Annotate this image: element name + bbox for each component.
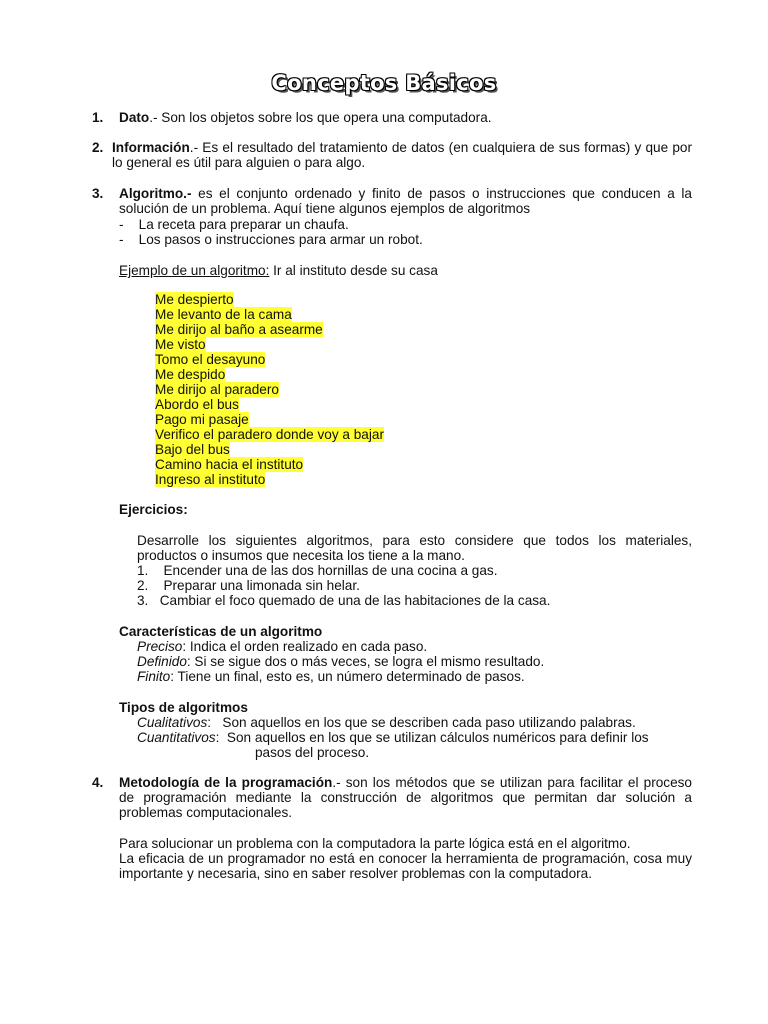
item-4-number: 4. (92, 775, 104, 790)
exercises-list (137, 563, 550, 608)
characteristics-heading: Características de un algoritmo (119, 624, 323, 639)
list-item: 1. Encender una de las dos hornillas de una cocina a gas. (137, 563, 498, 578)
item-1-definition: .- Son los objetos sobre los que opera una computadora. (149, 110, 492, 125)
list-item: 2. Preparar una limonada sin helar. (137, 578, 360, 593)
example-heading (119, 263, 438, 278)
list-item: Pago mi pasaje (155, 412, 249, 427)
list-item: Bajo del bus (155, 442, 230, 457)
item-4-definition: .- son los métodos que se utilizan para facilitar el proceso de programación mediante la construcción de algoritmos que permitan dar solución a problemas computacionales. (119, 775, 692, 820)
page-title: Conceptos Básicos (271, 71, 497, 95)
list-item: Camino hacia el instituto (155, 457, 304, 472)
item-2-definition: .- Es el resultado del tratamiento de datos (en cualquiera de sus formas) y que por lo general es útil para alguien o para algo. (112, 140, 692, 170)
types-list (137, 715, 692, 760)
example-steps (155, 292, 384, 487)
list-item: Me dirijo al baño a asearme (155, 322, 323, 337)
item-4-paragraph-2: La eficacia de un programador no está en conocer la herramienta de programación, cosa muy importante y necesaria, sino en saber resolver problemas con la computadora. (119, 851, 692, 881)
list-item: - La receta para preparar un chaufa. (119, 217, 349, 232)
list-item: Me dirijo al paradero (155, 382, 279, 397)
list-item: 3. Cambiar el foco quemado de una de las habitaciones de la casa. (137, 593, 551, 608)
list-item: Abordo el bus (155, 397, 239, 412)
item-1-term: Dato (119, 110, 150, 125)
exercises-intro: Desarrolle los siguientes algoritmos, para esto considere que todos los materiales, productos o insumos que necesita los tiene a la mano. (137, 533, 692, 563)
list-item: Ingreso al instituto (155, 472, 266, 487)
item-1-number: 1. (92, 110, 104, 125)
list-item: Me levanto de la cama (155, 307, 292, 322)
item-3-bullets (119, 217, 423, 247)
list-item: Finito: Tiene un final, esto es, un número determinado de pasos. (137, 669, 525, 684)
item-4-text (119, 775, 692, 820)
list-item: Definido: Si se sigue dos o más veces, se logra el mismo resultado. (137, 654, 545, 669)
list-item: Me visto (155, 337, 206, 352)
list-item: Verifico el paradero donde voy a bajar (155, 427, 384, 442)
item-3-definition: es el conjunto ordenado y finito de pasos o instrucciones que conducen a la solución de un problema. Aquí tiene algunos ejemplos de algoritmos (119, 186, 692, 216)
item-1-text (119, 110, 692, 125)
list-item: Tomo el desayuno (155, 352, 266, 367)
item-3-text (119, 186, 692, 216)
item-3-term: Algoritmo.- (119, 186, 192, 201)
list-item: Me despido (155, 367, 226, 382)
characteristics-list (137, 639, 544, 684)
list-item: Me despierto (155, 292, 234, 307)
example-label: Ejemplo de un algoritmo: (119, 263, 270, 278)
list-item: Cuantitativos: Son aquellos en los que se utilizan cálculos numéricos para definir los (137, 730, 649, 745)
list-item: Preciso: Indica el orden realizado en cada paso. (137, 639, 428, 654)
item-2-term: Información (112, 140, 190, 155)
list-item: Cualitativos: Son aquellos en los que se describen cada paso utilizando palabras. (137, 715, 636, 730)
item-4-term: Metodología de la programación (119, 775, 333, 790)
item-3-number: 3. (92, 186, 104, 201)
list-item: - Los pasos o instrucciones para armar un robot. (119, 232, 423, 247)
item-4-paragraph-1: Para solucionar un problema con la computadora la parte lógica está en el algoritmo. (119, 836, 631, 851)
exercises-heading: Ejercicios: (119, 502, 188, 517)
example-text: Ir al instituto desde su casa (269, 263, 438, 278)
item-2-text (112, 140, 692, 170)
item-2-number: 2. (92, 140, 104, 155)
list-item-continuation: pasos del proceso. (255, 745, 370, 760)
types-heading: Tipos de algoritmos (119, 700, 248, 715)
